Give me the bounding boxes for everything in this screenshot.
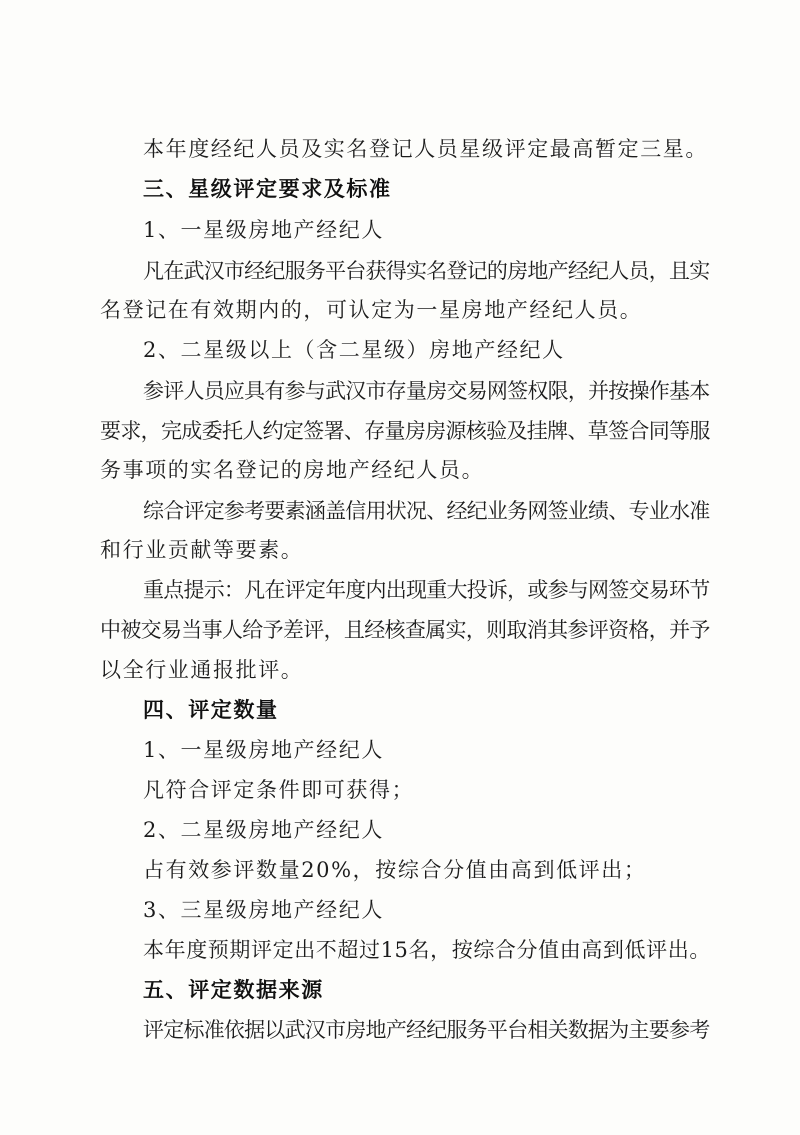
paragraph-line: 中被交易当事人给予差评，且经核查属实，则取消其参评资格，并予 [100, 618, 710, 642]
paragraph-line: 务事项的实名登记的房地产经纪人员。 [100, 458, 485, 482]
subheading-line: 3、三星级房地产经纪人 [143, 898, 384, 922]
paragraph-line: 参评人员应具有参与武汉市存量房交易网签权限，并按操作基本 [143, 379, 710, 403]
paragraph-line: 综合评定参考要素涵盖信用状况、经纪业务网签业绩、专业水准 [143, 499, 710, 523]
section-heading-3: 三、星级评定要求及标准 [143, 177, 392, 201]
paragraph-line: 名登记在有效期内的，可认定为一星房地产经纪人员。 [100, 298, 643, 322]
section-heading-5: 五、评定数据来源 [143, 978, 324, 1002]
subheading-line: 2、二星级房地产经纪人 [143, 818, 384, 842]
paragraph-line: 占有效参评数量20%，按综合分值由高到低评出； [143, 858, 647, 882]
paragraph-line: 本年度预期评定出不超过15名，按综合分值由高到低评出。 [143, 938, 711, 962]
section-heading-4: 四、评定数量 [143, 698, 279, 722]
paragraph-line: 以全行业通报批评。 [100, 658, 304, 682]
paragraph-line: 本年度经纪人员及实名登记人员星级评定最高暂定三星。 [143, 137, 708, 161]
subheading-line: 1、一星级房地产经纪人 [143, 218, 384, 242]
paragraph-line: 和行业贡献等要素。 [100, 538, 304, 562]
paragraph-line: 要求，完成委托人约定签署、存量房房源核验及挂牌、草签合同等服 [100, 419, 710, 443]
paragraph-line: 凡在武汉市经纪服务平台获得实名登记的房地产经纪人员，且实 [143, 259, 710, 283]
subheading-line: 1、一星级房地产经纪人 [143, 738, 384, 762]
paragraph-line: 重点提示：凡在评定年度内出现重大投诉，或参与网签交易环节 [143, 578, 710, 602]
subheading-line: 2、二星级以上（含二星级）房地产经纪人 [143, 338, 565, 362]
paragraph-line: 凡符合评定条件即可获得； [143, 778, 415, 802]
paragraph-line: 评定标准依据以武汉市房地产经纪服务平台相关数据为主要参考 [143, 1018, 710, 1042]
